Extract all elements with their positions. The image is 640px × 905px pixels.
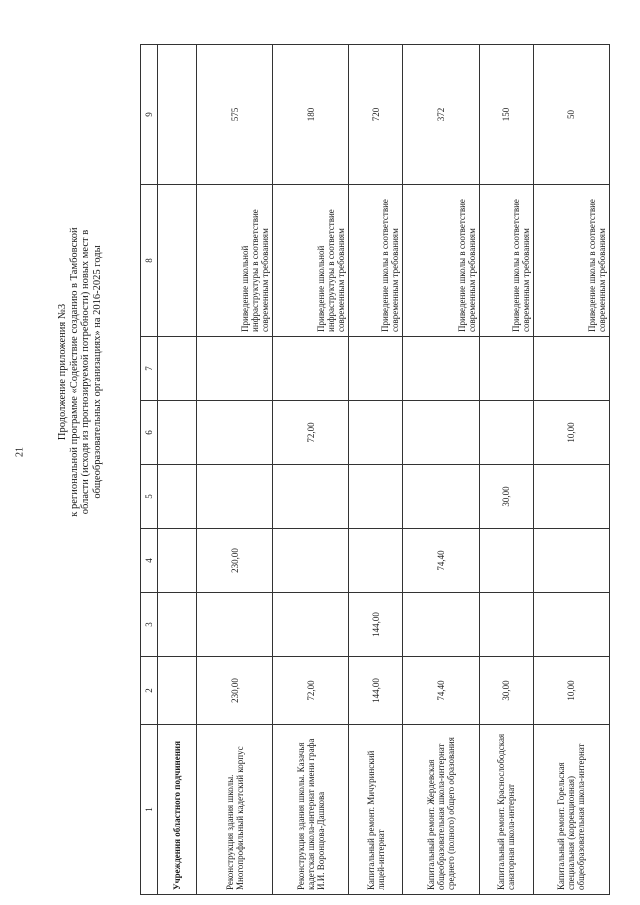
table-row — [479, 45, 533, 895]
cell-col2: 30,00 — [479, 657, 533, 725]
institution-name: Реконструкция здания школы. Казачья кадетская школа-интернат имени графа И.И. Воронцова-Дашкова — [273, 725, 349, 895]
section-header-row — [158, 45, 197, 895]
cell-col6: 72,00 — [273, 401, 349, 465]
cell-col5 — [273, 465, 349, 529]
cell-col3 — [403, 593, 479, 657]
table-sheet — [140, 45, 610, 895]
cell-col6 — [403, 401, 479, 465]
cell-col6 — [479, 401, 533, 465]
column-number: 8 — [141, 185, 158, 337]
cell-col3 — [197, 593, 273, 657]
heading-line-3: области (исходя из прогнозируемой потребности) новых мест в — [80, 229, 91, 515]
cell-col3 — [273, 593, 349, 657]
cell-col7 — [197, 337, 273, 401]
document-heading — [57, 42, 103, 702]
goal-text: Приведение школы в соответствие современным требованиям — [479, 185, 533, 337]
places-count: 575 — [197, 45, 273, 185]
cell-col4 — [349, 529, 403, 593]
column-number: 4 — [141, 529, 158, 593]
places-count: 150 — [479, 45, 533, 185]
cell-col4: 230,00 — [197, 529, 273, 593]
cell-col7 — [533, 337, 609, 401]
cell-col4 — [479, 529, 533, 593]
heading-line-1: Продолжение приложения №3 — [57, 303, 68, 441]
cell-col5 — [533, 465, 609, 529]
cell-col5 — [197, 465, 273, 529]
table-row — [349, 45, 403, 895]
table-row — [273, 45, 349, 895]
goal-text: Приведение школьной инфраструктуры в соответствие современным требованиям — [273, 185, 349, 337]
column-number: 2 — [141, 657, 158, 725]
cell-col5 — [403, 465, 479, 529]
column-number: 1 — [141, 725, 158, 895]
table-row — [533, 45, 609, 895]
institution-name: Капитальный ремонт. Жердевская общеобразовательная школа-интернат среднего (полного) общего образования — [403, 725, 479, 895]
section-header: Учреждения областного подчинения — [158, 725, 197, 895]
institution-name: Реконструкция здания школы. Многопрофильный кадетский корпус — [197, 725, 273, 895]
goal-text: Приведение школьной инфраструктуры в соответствие современным требованиям — [197, 185, 273, 337]
cell-col6 — [197, 401, 273, 465]
cell-col4 — [273, 529, 349, 593]
column-number: 9 — [141, 45, 158, 185]
goal-text: Приведение школы в соответствие современным требованиям — [403, 185, 479, 337]
goal-text: Приведение школы в соответствие современным требованиям — [349, 185, 403, 337]
cell-col7 — [479, 337, 533, 401]
cell-col6: 10,00 — [533, 401, 609, 465]
cell-col2: 10,00 — [533, 657, 609, 725]
cell-col4 — [533, 529, 609, 593]
institution-name: Капитальный ремонт. Мичуринский лицей-интернат — [349, 725, 403, 895]
cell-col3 — [533, 593, 609, 657]
cell-col7 — [403, 337, 479, 401]
cell-col2: 72,00 — [273, 657, 349, 725]
column-number: 3 — [141, 593, 158, 657]
column-number: 7 — [141, 337, 158, 401]
column-number-row — [141, 45, 158, 895]
cell-col2: 74,40 — [403, 657, 479, 725]
cell-col6 — [349, 401, 403, 465]
cell-col3 — [479, 593, 533, 657]
cell-col5 — [349, 465, 403, 529]
column-number: 5 — [141, 465, 158, 529]
table-row — [197, 45, 273, 895]
cell-col4: 74,40 — [403, 529, 479, 593]
program-table — [140, 44, 610, 895]
places-count: 180 — [273, 45, 349, 185]
table-row — [403, 45, 479, 895]
cell-col7 — [349, 337, 403, 401]
cell-col5: 30,00 — [479, 465, 533, 529]
heading-line-2: к региональной программе «Содействие созданию в Тамбовской — [68, 227, 80, 517]
cell-col2: 230,00 — [197, 657, 273, 725]
institution-name: Капитальный ремонт. Горельская специальная (коррекционная) общеобразовательная школа-интернат — [533, 725, 609, 895]
cell-col2: 144,00 — [349, 657, 403, 725]
cell-col7 — [273, 337, 349, 401]
institution-name: Капитальный ремонт. Краснослободская санаторная школа-интернат — [479, 725, 533, 895]
cell-col3: 144,00 — [349, 593, 403, 657]
column-number: 6 — [141, 401, 158, 465]
goal-text: Приведение школы в соответствие современным требованиям — [533, 185, 609, 337]
heading-line-4: общеобразовательных организациях» на 2016-2025 годы — [91, 245, 103, 499]
places-count: 720 — [349, 45, 403, 185]
places-count: 50 — [533, 45, 609, 185]
page-number: 21 — [14, 447, 26, 457]
places-count: 372 — [403, 45, 479, 185]
